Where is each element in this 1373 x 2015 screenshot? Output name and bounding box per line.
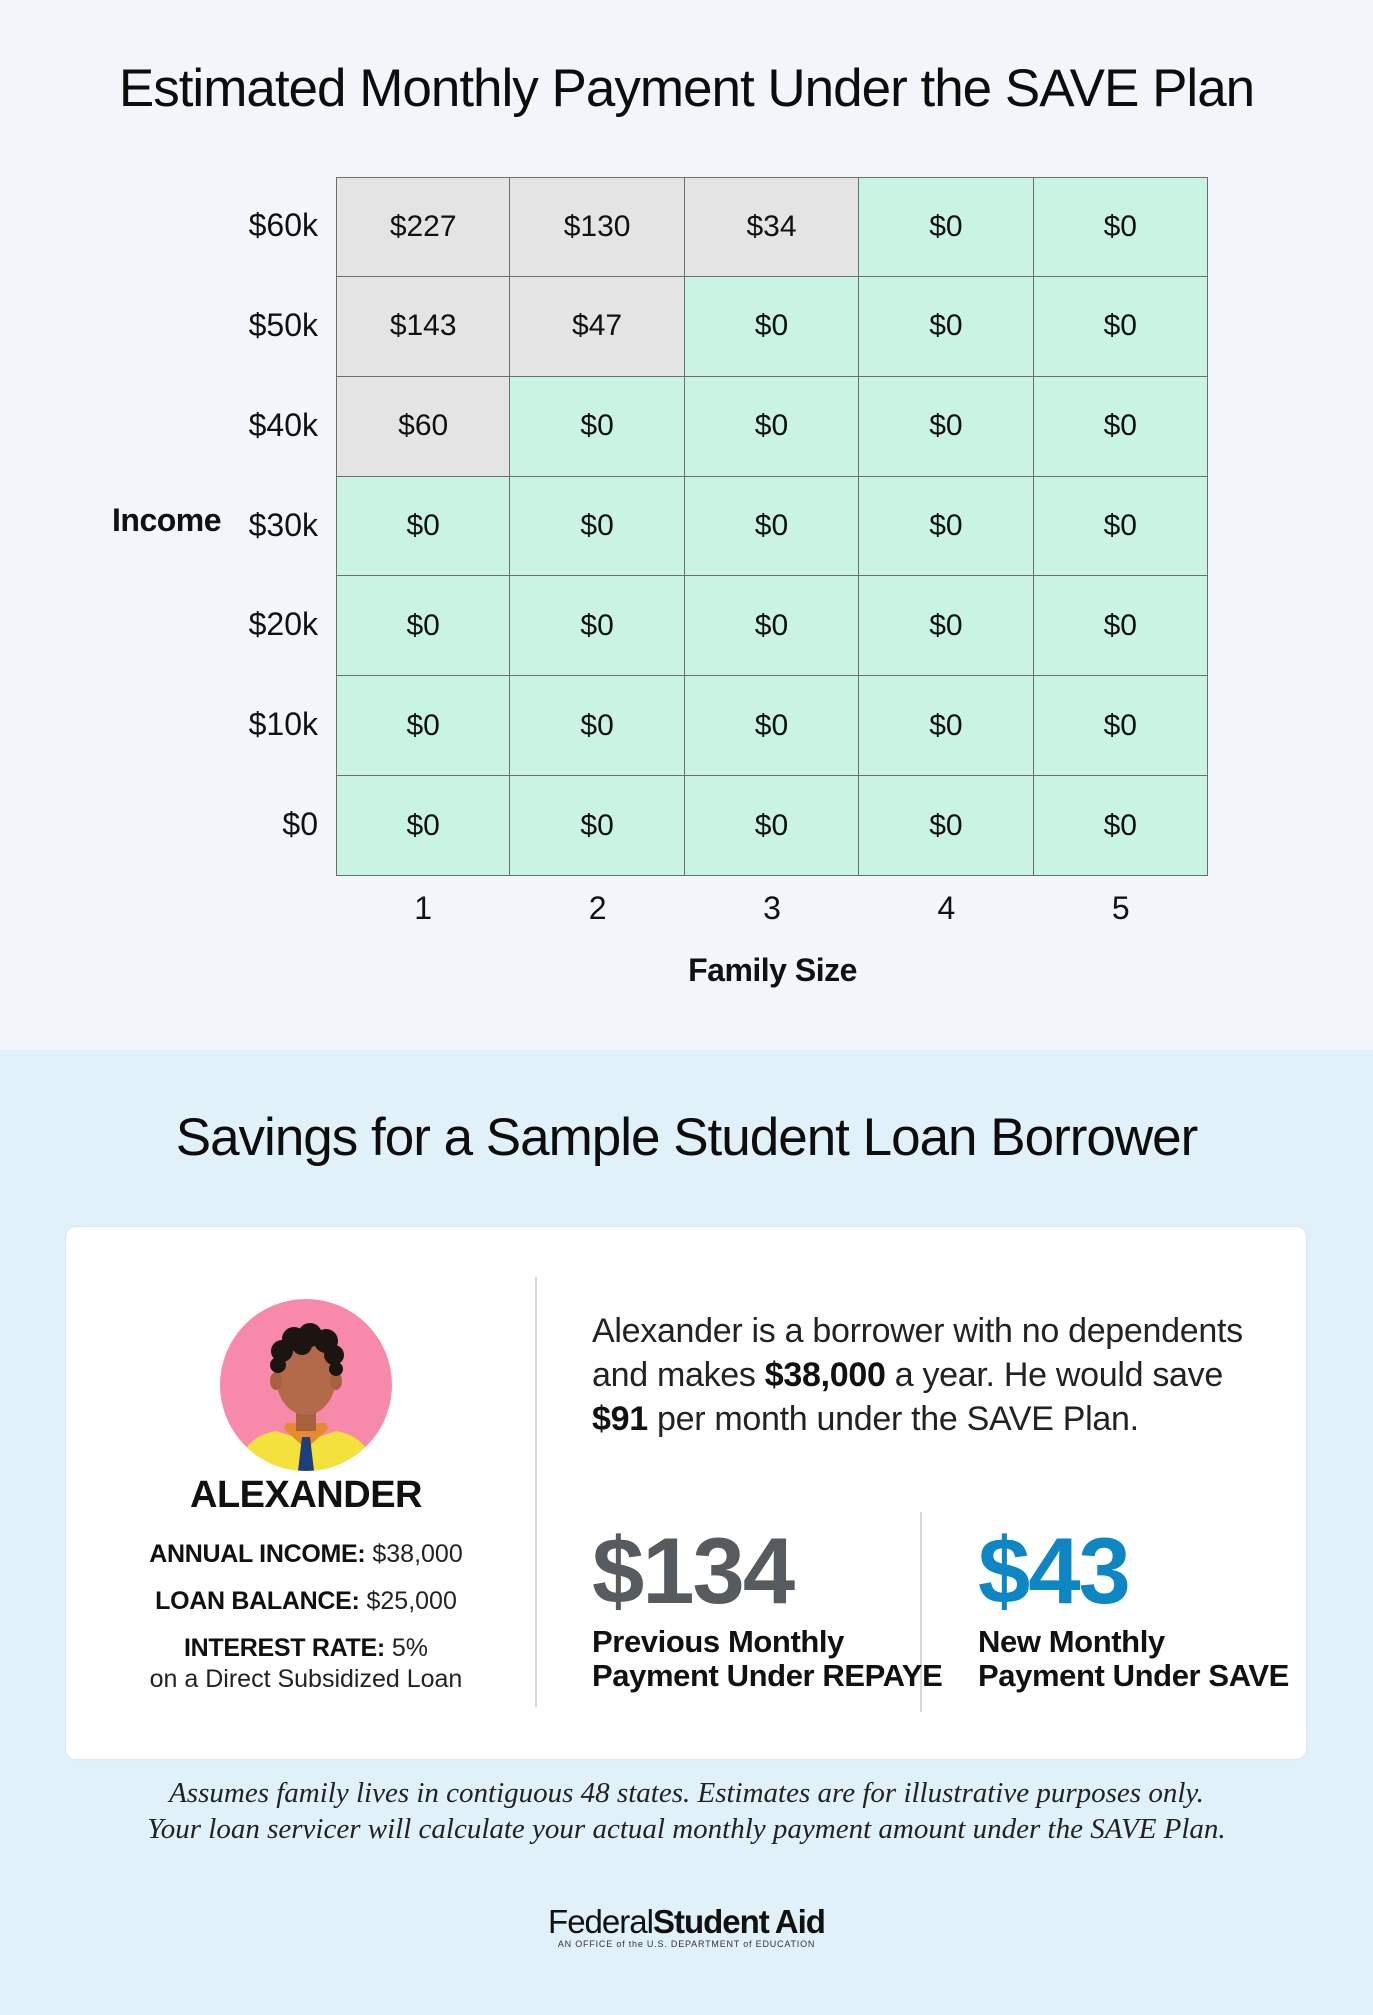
fsa-logo: FederalStudent Aid AN OFFICE of the U.S. DEPARTMENT of EDUCATION <box>548 1903 825 1949</box>
heatmap-cell: $0 <box>858 575 1033 676</box>
heatmap-cell: $0 <box>509 376 684 477</box>
heatmap-cell: $0 <box>336 775 510 876</box>
y-axis-title: Income <box>112 502 222 538</box>
heatmap-cell: $0 <box>336 675 510 776</box>
x-axis-title: Family Size <box>688 952 857 988</box>
heatmap-cell: $0 <box>336 575 510 676</box>
x-tick-label: 5 <box>1111 890 1130 926</box>
heatmap-cell: $0 <box>509 675 684 776</box>
heatmap-cell: $60 <box>336 376 510 477</box>
heatmap-cell: $143 <box>336 276 510 377</box>
y-tick-label: $30k <box>248 506 318 543</box>
heatmap-cell: $0 <box>1033 476 1208 577</box>
x-tick-label: 1 <box>414 890 433 926</box>
savings-title: Savings for a Sample Student Loan Borrower <box>175 1108 1198 1167</box>
chart-title: Estimated Monthly Payment Under the SAVE Plan <box>118 59 1255 118</box>
heatmap-cell: $0 <box>684 276 859 377</box>
heatmap-cell: $0 <box>684 476 859 577</box>
loan-type-note: on a Direct Subsidized Loan <box>149 1665 463 1693</box>
x-tick-label: 2 <box>588 890 607 926</box>
heatmap-cell: $0 <box>858 276 1033 377</box>
borrower-description: Alexander is a borrower with no dependents and makes $38,000 a year. He would save $91 per month under the SAVE Plan. <box>592 1312 1243 1438</box>
heatmap-cell: $0 <box>509 775 684 876</box>
heatmap-cell: $0 <box>858 476 1033 577</box>
heatmap-cell: $0 <box>684 575 859 676</box>
x-tick-label: 4 <box>937 890 956 926</box>
heatmap-cell: $0 <box>509 476 684 577</box>
heatmap-cell: $0 <box>1033 276 1208 377</box>
y-tick-label: $20k <box>248 606 318 643</box>
new-payment-label: New Monthly Payment Under SAVE <box>978 1624 1289 1693</box>
loan-balance: LOAN BALANCE: $25,000 <box>155 1587 457 1615</box>
heatmap-cell: $227 <box>336 177 510 277</box>
footnote-line-2: Your loan servicer will calculate your actual monthly payment amount under the SAVE Plan. <box>147 1813 1226 1845</box>
heatmap-cell: $0 <box>509 575 684 676</box>
heatmap-cell: $0 <box>684 376 859 477</box>
heatmap-cell: $0 <box>1033 177 1208 277</box>
heatmap-cell: $0 <box>858 376 1033 477</box>
annual-income: ANNUAL INCOME: $38,000 <box>149 1540 463 1568</box>
heatmap-grid <box>336 177 1208 876</box>
y-tick-label: $10k <box>248 706 318 743</box>
y-tick-label: $50k <box>248 306 318 343</box>
interest-rate: INTEREST RATE: 5% <box>184 1634 428 1662</box>
borrower-card <box>66 1227 1306 1759</box>
heatmap-cell: $0 <box>858 675 1033 776</box>
borrower-name: ALEXANDER <box>190 1474 422 1516</box>
heatmap-cell: $0 <box>1033 675 1208 776</box>
y-tick-label: $60k <box>248 206 318 243</box>
heatmap-cell: $0 <box>336 476 510 577</box>
heatmap-cell: $130 <box>509 177 684 277</box>
footnote-line-1: Assumes family lives in contiguous 48 states. Estimates are for illustrative purposes only. <box>169 1777 1204 1809</box>
new-payment-amount: $43 <box>978 1518 1129 1623</box>
heatmap-cell: $0 <box>684 675 859 776</box>
y-tick-label: $40k <box>248 406 318 443</box>
y-tick-label: $0 <box>282 806 318 843</box>
x-tick-label: 3 <box>763 890 781 926</box>
heatmap-cell: $47 <box>509 276 684 377</box>
heatmap-cell: $0 <box>684 775 859 876</box>
avatar-icon <box>220 1299 392 1471</box>
heatmap-cell: $0 <box>1033 376 1208 477</box>
heatmap-cell: $0 <box>858 775 1033 876</box>
heatmap-cell: $34 <box>684 177 859 277</box>
previous-payment-amount: $134 <box>592 1518 794 1623</box>
heatmap-cell: $0 <box>858 177 1033 277</box>
previous-payment-label: Previous Monthly Payment Under REPAYE <box>592 1624 943 1693</box>
heatmap-cell: $0 <box>1033 575 1208 676</box>
heatmap-cell: $0 <box>1033 775 1208 876</box>
